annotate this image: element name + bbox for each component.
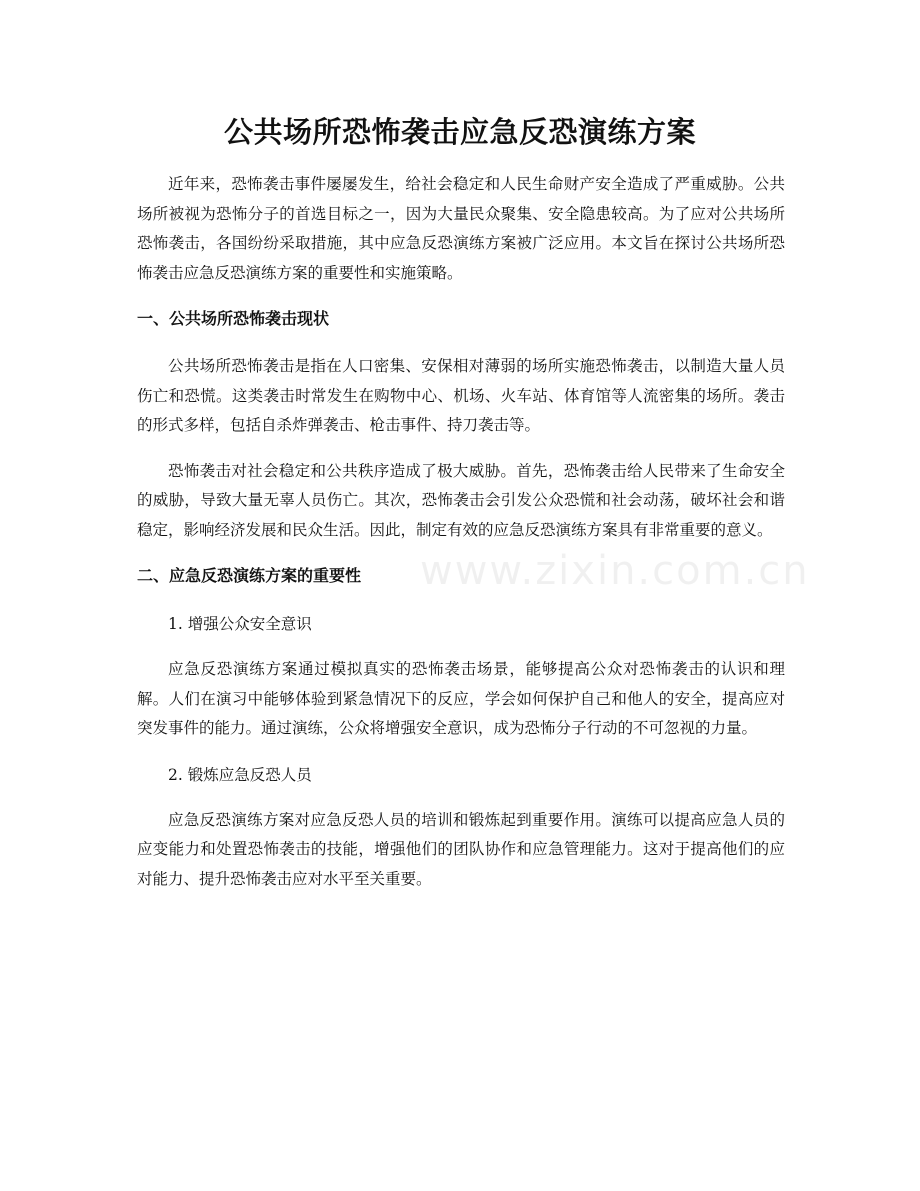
subsection2-paragraph: 应急反恐演练方案对应急反恐人员的培训和锻炼起到重要作用。演练可以提高应急人员的应变能力和处置恐怖袭击的技能，增强他们的团队协作和应急管理能力。这对于提高他们的应对能力、提升恐怖袭击应对水平至关重要。: [137, 810, 785, 888]
section1-paragraph-2: 恐怖袭击对社会稳定和公共秩序造成了极大威胁。首先，恐怖袭击给人民带来了生命安全的威胁，导致大量无辜人员伤亡。其次，恐怖袭击会引发公众恐慌和社会动荡，破坏社会和谐稳定，影响经济发展和民众生活。因此，制定有效的应急反恐演练方案具有非常重要的意义。: [137, 461, 785, 539]
subsection1-paragraph: 应急反恐演练方案通过模拟真实的恐怖袭击场景，能够提高公众对恐怖袭击的认识和理解。人们在演习中能够体验到紧急情况下的反应，学会如何保护自己和他人的安全，提高应对突发事件的能力。通过演练，公众将增强安全意识，成为恐怖分子行动的不可忽视的力量。: [137, 660, 785, 737]
document-title: 公共场所恐怖袭击应急反恐演练方案: [223, 115, 696, 149]
subsection-title-1: 1. 增强公众安全意识: [168, 615, 312, 633]
document-body: [137, 170, 785, 910]
section-heading-2: 二、应急反恐演练方案的重要性: [137, 566, 362, 585]
intro-paragraph: 近年来，恐怖袭击事件屡屡发生，给社会稳定和人民生命财产安全造成了严重威胁。公共场所被视为恐怖分子的首选目标之一，因为大量民众聚集、安全隐患较高。为了应对公共场所恐怖袭击，各国纷纷采取措施，其中应急反恐演练方案被广泛应用。本文旨在探讨公共场所恐怖袭击应急反恐演练方案的重要性和实施策略。: [137, 175, 785, 282]
section1-paragraph-1: 公共场所恐怖袭击是指在人口密集、安保相对薄弱的场所实施恐怖袭击，以制造大量人员伤亡和恐慌。这类袭击时常发生在购物中心、机场、火车站、体育馆等人流密集的场所。袭击的形式多样，包括自杀炸弹袭击、枪击事件、持刀袭击等。: [137, 357, 785, 434]
subsection-title-2: 2. 锻炼应急反恐人员: [168, 765, 312, 784]
section-heading-1: 一、公共场所恐怖袭击现状: [137, 309, 330, 328]
watermark: www.zixin.com.cn: [420, 548, 810, 594]
